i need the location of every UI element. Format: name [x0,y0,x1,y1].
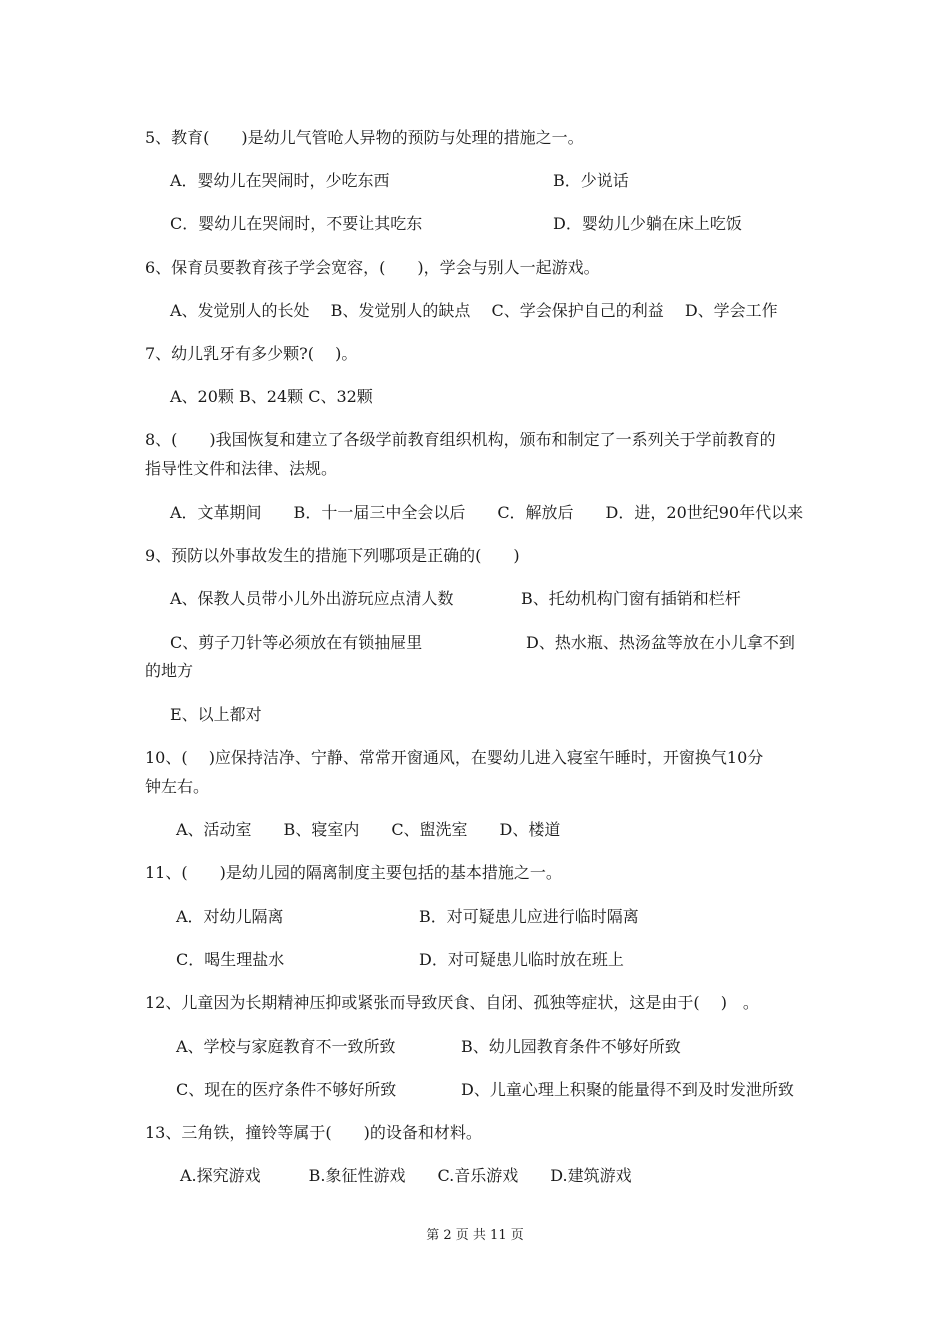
question-11-option-c: C．喝生理盐水 [176,950,285,969]
question-12-option-c: C、现在的医疗条件不够好所致 [176,1080,397,1099]
question-6-options: A、发觉别人的长处 B、发觉别人的缺点 C、学会保护自己的利益 D、学会工作 [170,301,778,320]
question-7-options: A、20颗 B、24颗 C、32颗 [170,387,373,406]
question-12-option-b: B、幼儿园教育条件不够好所致 [461,1037,681,1056]
question-11-option-d: D．对可疑患儿临时放在班上 [419,950,624,969]
question-13-options: A.探究游戏 B.象征性游戏 C.音乐游戏 D.建筑游戏 [180,1166,632,1185]
question-10-stem-line-1: 10、( )应保持洁净、宁静、常常开窗通风，在婴幼儿进入寝室午睡时，开窗换气10分 [145,748,764,767]
question-9-option-a: A、保教人员带小儿外出游玩应点清人数 [170,589,454,608]
question-7-stem: 7、幼儿乳牙有多少颗?( )。 [145,344,358,363]
question-11-option-b: B．对可疑患儿应进行临时隔离 [419,907,639,926]
question-6-stem: 6、保育员要教育孩子学会宽容，( )，学会与别人一起游戏。 [145,258,600,277]
question-8-stem-line-2: 指导性文件和法律、法规。 [145,459,338,478]
question-9-option-b: B、托幼机构门窗有插销和栏杆 [521,589,741,608]
question-5-stem: 5、教育( )是幼儿气管呛人异物的预防与处理的措施之一。 [145,128,584,147]
question-9-option-e: E、以上都对 [170,705,262,724]
question-11-stem: 11、( )是幼儿园的隔离制度主要包括的基本措施之一。 [145,863,562,882]
question-8-stem-line-1: 8、( )我国恢复和建立了各级学前教育组织机构，颁布和制定了一系列关于学前教育的 [145,430,776,449]
question-12-option-d: D、儿童心理上积聚的能量得不到及时发泄所致 [461,1080,794,1099]
question-5-option-b: B．少说话 [553,171,629,190]
question-8-options: A．文革期间 B．十一届三中全会以后 C．解放后 D．进，20世纪90年代以来 [170,503,804,522]
question-9-stem: 9、预防以外事故发生的措施下列哪项是正确的( ) [145,546,520,565]
question-5-option-a: A．婴幼儿在哭闹时，少吃东西 [170,171,390,190]
question-5-option-c: C．婴幼儿在哭闹时，不要让其吃东 [170,214,423,233]
question-11-option-a: A．对幼儿隔离 [176,907,284,926]
page-footer: 第 2 页 共 11 页 [426,1228,524,1243]
question-12-stem: 12、儿童因为长期精神压抑或紧张而导致厌食、自闭、孤独等症状，这是由于( ) 。 [145,993,759,1012]
question-10-stem-line-2: 钟左右。 [145,777,210,796]
question-9-option-d-continued: 的地方 [145,661,194,680]
question-9-option-c: C、剪子刀针等必须放在有锁抽屉里 [170,633,423,652]
question-10-options: A、活动室 B、寝室内 C、盥洗室 D、楼道 [176,820,561,839]
question-13-stem: 13、三角铁，撞铃等属于( )的设备和材料。 [145,1123,482,1142]
question-12-option-a: A、学校与家庭教育不一致所致 [176,1037,396,1056]
question-5-option-d: D．婴幼儿少躺在床上吃饭 [553,214,742,233]
question-9-option-d: D、热水瓶、热汤盆等放在小儿拿不到 [526,633,795,652]
